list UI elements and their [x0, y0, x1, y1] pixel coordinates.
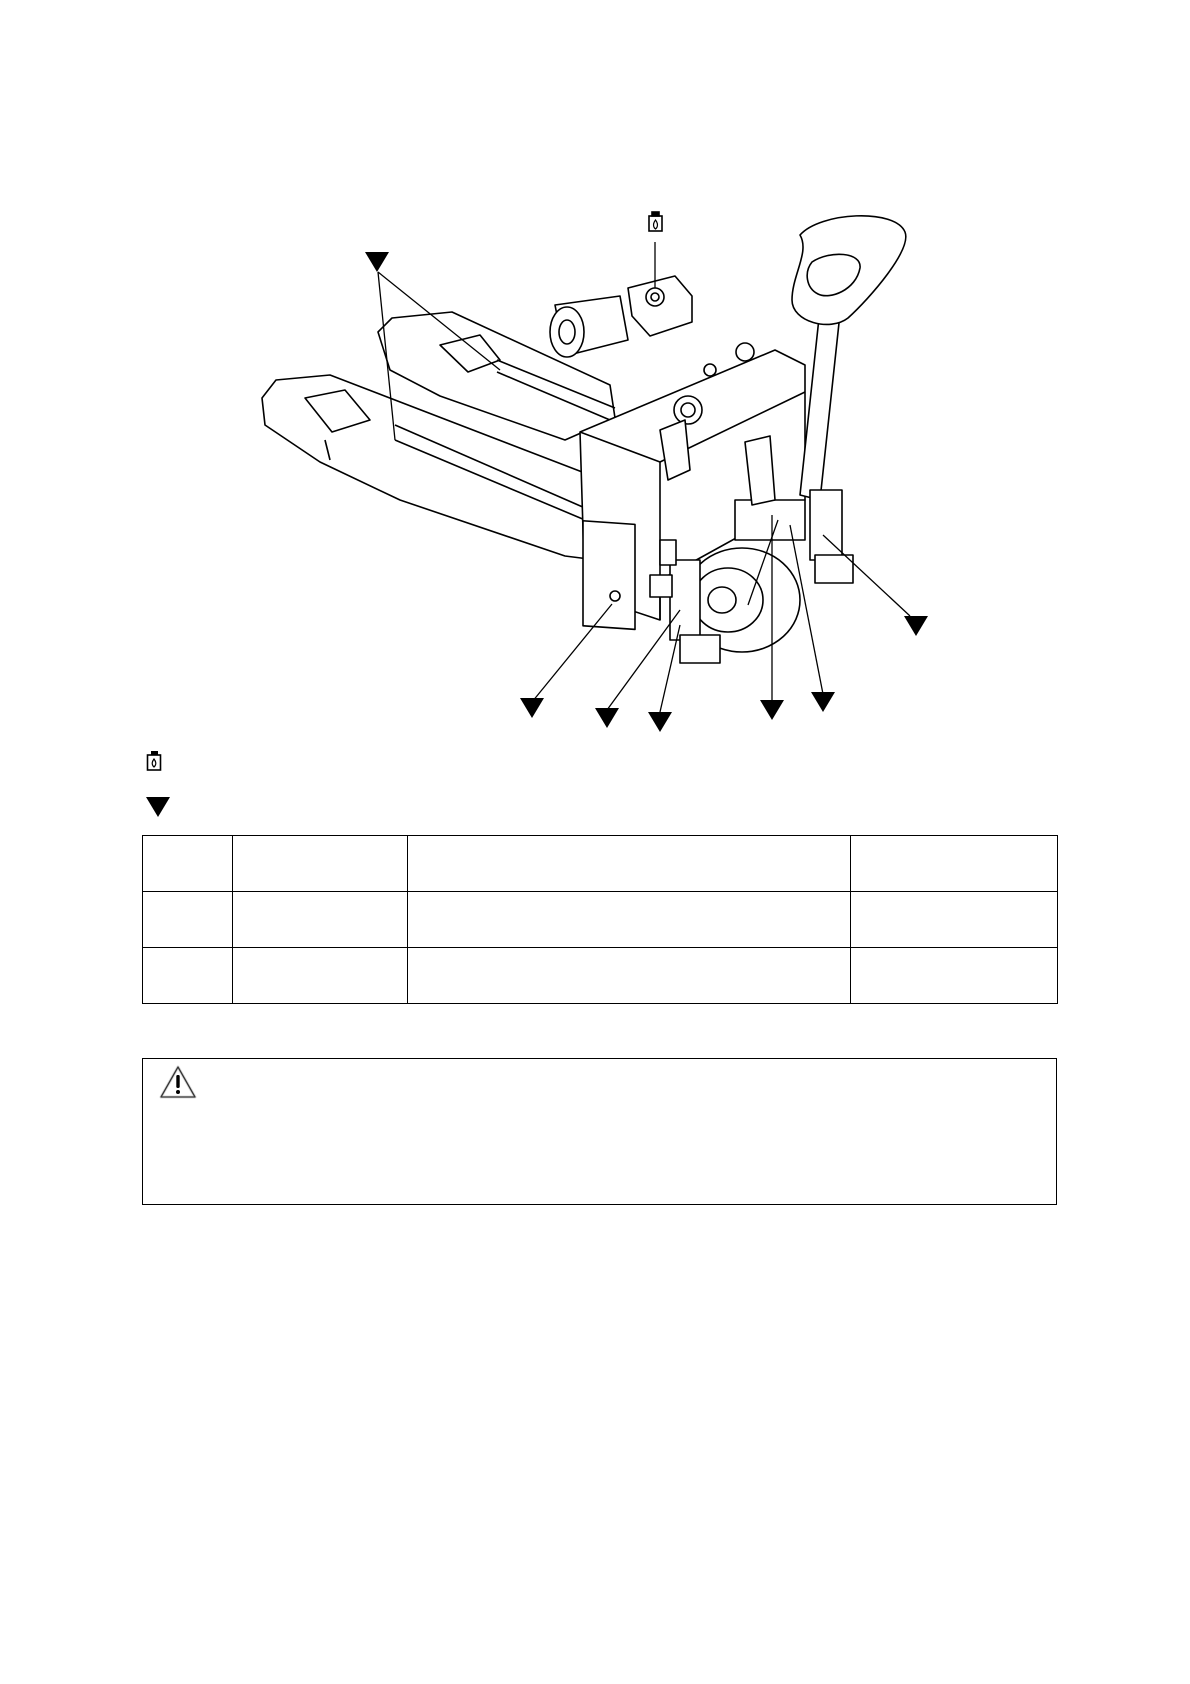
table-cell	[851, 836, 1058, 892]
table-cell	[143, 836, 233, 892]
oil-tank	[628, 276, 692, 336]
oil-can-icon	[649, 212, 662, 231]
table-row	[143, 836, 1058, 892]
table-cell	[851, 948, 1058, 1004]
table-cell	[233, 836, 408, 892]
lubrication-table	[142, 835, 1058, 1004]
caution-note	[142, 1058, 1057, 1205]
table-cell	[143, 948, 233, 1004]
table-cell	[408, 948, 851, 1004]
drive-mount	[735, 500, 805, 540]
side-panel	[583, 521, 635, 630]
table-cell	[143, 892, 233, 948]
table-cell	[233, 948, 408, 1004]
table-cell	[233, 892, 408, 948]
table-row	[143, 948, 1058, 1004]
oil-can-icon	[145, 750, 163, 772]
table-row	[143, 892, 1058, 948]
left-caster	[670, 560, 700, 640]
table-cell	[408, 836, 851, 892]
pallet-truck-lubrication-diagram	[0, 0, 1190, 740]
caution-triangle-icon	[159, 1065, 197, 1099]
table-cell	[408, 892, 851, 948]
table-cell	[851, 892, 1058, 948]
grease-point-icon	[145, 796, 171, 818]
right-caster	[810, 490, 842, 560]
